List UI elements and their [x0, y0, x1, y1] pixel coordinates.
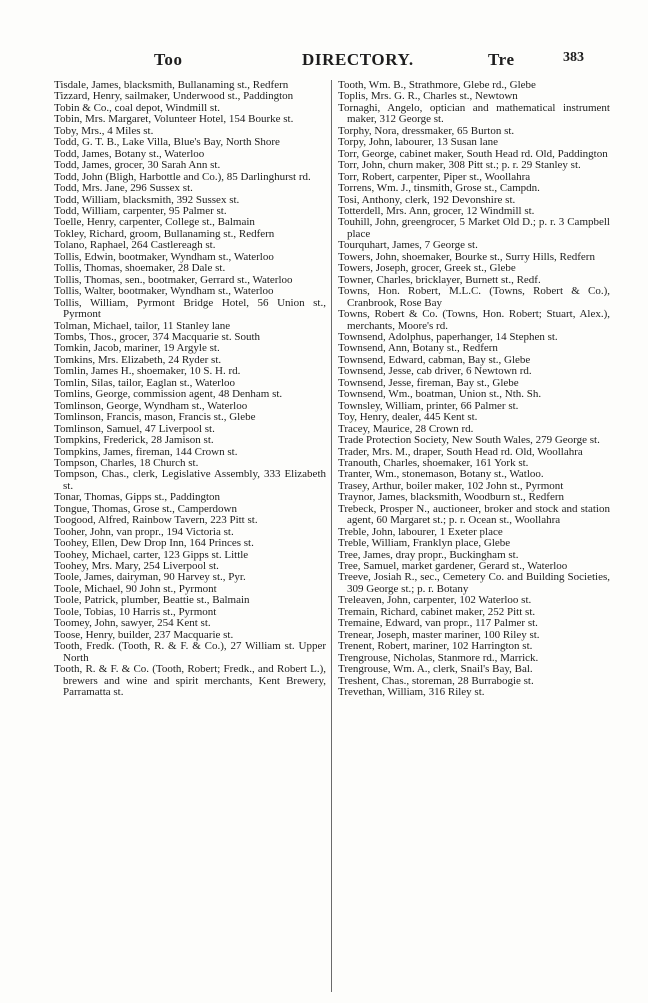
directory-entry: Trasey, Arthur, boiler maker, 102 John st., Pyrmont	[338, 479, 564, 492]
directory-entry: Tomlin, James H., shoemaker, 10 S. H. rd.	[54, 365, 241, 378]
directory-entry: Todd, John (Bligh, Harbottle and Co.), 85 Darlinghurst rd.	[54, 170, 311, 183]
directory-entry: Tomlinson, George, Wyndham st., Waterloo	[54, 399, 248, 412]
directory-entry: Tombs, Thos., grocer, 374 Macquarie st. South	[54, 330, 261, 343]
directory-entry: Todd, William, carpenter, 95 Palmer st.	[54, 204, 227, 217]
directory-entry: Todd, Mrs. Jane, 296 Sussex st.	[54, 182, 193, 195]
directory-entry: Treleaven, John, carpenter, 102 Waterloo st.	[338, 594, 532, 607]
directory-entry: Trengrouse, Wm. A., clerk, Snail's Bay, Bal.	[338, 663, 533, 676]
directory-entry: Toose, Henry, builder, 237 Macquarie st.	[54, 628, 234, 641]
directory-entry: Toelle, Henry, carpenter, College st., Balmain	[54, 216, 255, 229]
directory-entry: Treble, William, Franklyn place, Glebe	[338, 537, 511, 550]
directory-entry: Tomlins, George, commission agent, 48 Denham st.	[54, 388, 283, 401]
directory-entry: Tree, James, dray propr., Buckingham st.	[338, 548, 519, 561]
directory-entry: Torr, Robert, carpenter, Piper st., Woollahra	[338, 170, 531, 183]
directory-entry: Toohey, Ellen, Dew Drop Inn, 164 Princes st.	[54, 537, 254, 550]
right-column	[338, 80, 610, 698]
directory-entry: Trenear, Joseph, master mariner, 100 Riley st.	[338, 628, 540, 641]
directory-entry: Trenent, Robert, mariner, 102 Harrington st.	[338, 640, 533, 653]
directory-entry: Toohey, Michael, carter, 123 Gipps st. Little	[54, 548, 249, 561]
directory-entry: Tooth, R. & F. & Co. (Tooth, Robert; Fredk., and Robert L.), brewers and wine and spirit merchants, Kent Brewery, Parramatta st.	[54, 663, 326, 699]
directory-entry: Tokley, Richard, groom, Bullanaming st., Redfern	[54, 227, 275, 240]
directory-entry: Todd, James, grocer, 30 Sarah Ann st.	[54, 159, 221, 172]
directory-entry: Tollis, Thomas, shoemaker, 28 Dale st.	[54, 262, 226, 275]
directory-entry: Torpy, John, labourer, 13 Susan lane	[338, 136, 498, 149]
directory-entry: Tollis, William, Pyrmont Bridge Hotel, 56 Union st., Pyrmont	[54, 296, 326, 321]
directory-entry: Tollis, Thomas, sen., bootmaker, Gerrard st., Waterloo	[54, 273, 293, 286]
directory-entry: Tobin, Mrs. Margaret, Volunteer Hotel, 154 Bourke st.	[54, 113, 294, 126]
directory-entry: Todd, William, blacksmith, 392 Sussex st.	[54, 193, 240, 206]
directory-entry: Towns, Robert & Co. (Towns, Hon. Robert; Stuart, Alex.), merchants, Moore's rd.	[338, 308, 610, 332]
directory-entry: Tollis, Walter, bootmaker, Wyndham st., Waterloo	[54, 285, 274, 298]
directory-entry: Tornaghi, Angelo, optician and mathematical instrument maker, 312 George st.	[338, 101, 610, 126]
directory-entry: Treshent, Chas., storeman, 28 Burrabogie st.	[338, 674, 534, 687]
directory-entry: Toole, Michael, 90 John st., Pyrmont	[54, 582, 217, 595]
directory-entry: Tompson, Chas., clerk, Legislative Assembly, 333 Elizabeth st.	[54, 468, 326, 492]
directory-entry: Tompkins, James, fireman, 144 Crown st.	[54, 445, 238, 458]
directory-entry: Toplis, Mrs. G. R., Charles st., Newtown	[338, 90, 518, 103]
directory-entry: Tomlin, Silas, tailor, Eaglan st., Waterloo	[54, 376, 236, 389]
directory-entry: Trader, Mrs. M., draper, South Head rd. Old, Woollahra	[338, 445, 583, 458]
directory-entry: Tooth, Wm. B., Strathmore, Glebe rd., Glebe	[338, 79, 536, 91]
directory-entry: Toohey, Mrs. Mary, 254 Liverpool st.	[54, 560, 219, 573]
directory-entry: Tongue, Thomas, Grose st., Camperdown	[54, 502, 237, 515]
directory-entry: Trebeck, Prosper N., auctioneer, broker and stock and station agent, 60 Margaret st.; p. r. Ocean st., Woollahra	[338, 502, 610, 527]
directory-entry: Tisdale, James, blacksmith, Bullanaming st., Redfern	[54, 79, 289, 91]
directory-entry: Tollis, Edwin, bootmaker, Wyndham st., Waterloo	[54, 250, 274, 263]
directory-entry: Towns, Hon. Robert, M.L.C. (Towns, Robert & Co.), Cranbrook, Rose Bay	[338, 285, 610, 309]
directory-entry: Tomlinson, Samuel, 47 Liverpool st.	[54, 422, 215, 435]
directory-entry: Towers, John, shoemaker, Bourke st., Surry Hills, Redfern	[338, 250, 595, 263]
directory-entry: Treeve, Josiah R., sec., Cemetery Co. and Building Societies, 309 George st.; p. r. Botany	[338, 571, 610, 595]
directory-entry: Tomlinson, Francis, mason, Francis st., Glebe	[54, 411, 256, 424]
directory-entry: Trevethan, William, 316 Riley st.	[338, 686, 485, 699]
directory-entry: Tranter, Wm., stonemason, Botany st., Watloo.	[338, 468, 544, 481]
directory-entry: Todd, G. T. B., Lake Villa, Blue's Bay, North Shore	[54, 136, 280, 149]
directory-entry: Tosi, Anthony, clerk, 192 Devonshire st.	[338, 193, 516, 206]
directory-entry: Townsend, Edward, cabman, Bay st., Glebe	[338, 353, 531, 366]
directory-entry: Tomkins, Mrs. Elizabeth, 24 Ryder st.	[54, 353, 222, 366]
directory-entry: Touhill, John, greengrocer, 5 Market Old D.; p. r. 3 Campbell place	[338, 216, 610, 240]
directory-entry: Toole, Patrick, plumber, Beattie st., Balmain	[54, 594, 250, 607]
directory-entry: Toy, Henry, dealer, 445 Kent st.	[338, 411, 478, 424]
column-divider	[331, 80, 332, 992]
directory-entry: Torrens, Wm. J., tinsmith, Grose st., Campdn.	[338, 182, 540, 195]
directory-entry: Tourquhart, James, 7 George st.	[338, 239, 478, 252]
directory-entry: Townsend, Wm., boatman, Union st., Nth. Sh.	[338, 388, 542, 401]
directory-entry: Tooth, Fredk. (Tooth, R. & F. & Co.), 27 William st. Upper North	[54, 640, 326, 664]
header-right-word: Tre	[488, 50, 515, 69]
directory-entry: Tompson, Charles, 18 Church st.	[54, 456, 199, 469]
directory-entry: Towner, Charles, bricklayer, Burnett st., Redf.	[338, 273, 541, 286]
directory-entry: Toomey, John, sawyer, 254 Kent st.	[54, 617, 211, 630]
directory-entry: Tremaine, Edward, van propr., 117 Palmer st.	[338, 617, 538, 630]
directory-entry: Toogood, Alfred, Rainbow Tavern, 223 Pitt st.	[54, 514, 258, 527]
left-column	[54, 80, 326, 698]
directory-entry: Todd, James, Botany st., Waterloo	[54, 147, 205, 160]
directory-entry: Torphy, Nora, dressmaker, 65 Burton st.	[338, 124, 515, 137]
page-header	[54, 50, 584, 72]
directory-entry: Townsend, Adolphus, paperhanger, 14 Stephen st.	[338, 330, 558, 343]
directory-entry: Towers, Joseph, grocer, Greek st., Glebe	[338, 262, 516, 275]
directory-entry: Tizzard, Henry, sailmaker, Underwood st., Paddington	[54, 90, 294, 103]
directory-entry: Townsend, Jesse, cab driver, 6 Newtown rd.	[338, 365, 532, 378]
directory-entry: Tooher, John, van propr., 194 Victoria st.	[54, 525, 234, 538]
directory-entry: Toole, James, dairyman, 90 Harvey st., Pyr.	[54, 571, 246, 584]
directory-entry: Townsend, Ann, Botany st., Redfern	[338, 342, 498, 355]
directory-entry: Tomkin, Jacob, mariner, 19 Argyle st.	[54, 342, 220, 355]
directory-entry: Toole, Tobias, 10 Harris st., Pyrmont	[54, 605, 217, 618]
directory-entry: Tranouth, Charles, shoemaker, 161 York st.	[338, 456, 529, 469]
directory-entry: Tolman, Michael, tailor, 11 Stanley lane	[54, 319, 231, 332]
directory-entry: Tobin & Co., coal depot, Windmill st.	[54, 101, 221, 114]
directory-entry: Tonar, Thomas, Gipps st., Paddington	[54, 491, 221, 504]
directory-entry: Tolano, Raphael, 264 Castlereagh st.	[54, 239, 216, 252]
directory-entry: Tremain, Richard, cabinet maker, 252 Pitt st.	[338, 605, 536, 618]
directory-entry: Tompkins, Frederick, 28 Jamison st.	[54, 434, 214, 447]
directory-entry: Torr, George, cabinet maker, South Head rd. Old, Paddington	[338, 147, 608, 160]
directory-entry: Toby, Mrs., 4 Miles st.	[54, 124, 154, 137]
directory-entry: Traynor, James, blacksmith, Woodburn st., Redfern	[338, 491, 564, 504]
directory-entry: Totterdell, Mrs. Ann, grocer, 12 Windmill st.	[338, 204, 535, 217]
directory-entry: Townsend, Jesse, fireman, Bay st., Glebe	[338, 376, 519, 389]
directory-entry: Trengrouse, Nicholas, Stanmore rd., Marrick.	[338, 651, 539, 664]
header-left-word: Too	[154, 50, 183, 69]
header-title: DIRECTORY.	[302, 50, 414, 69]
directory-entry: Townsley, William, printer, 66 Palmer st.	[338, 399, 519, 412]
directory-entry: Treble, John, labourer, 1 Exeter place	[338, 525, 503, 538]
directory-entry: Torr, John, churn maker, 308 Pitt st.; p. r. 29 Stanley st.	[338, 159, 581, 172]
directory-entry: Trade Protection Society, New South Wales, 279 George st.	[338, 434, 600, 447]
directory-entry: Tracey, Maurice, 28 Crown rd.	[338, 422, 474, 435]
page-number: 383	[563, 50, 584, 65]
directory-entry: Tree, Samuel, market gardener, Gerard st., Waterloo	[338, 560, 568, 573]
